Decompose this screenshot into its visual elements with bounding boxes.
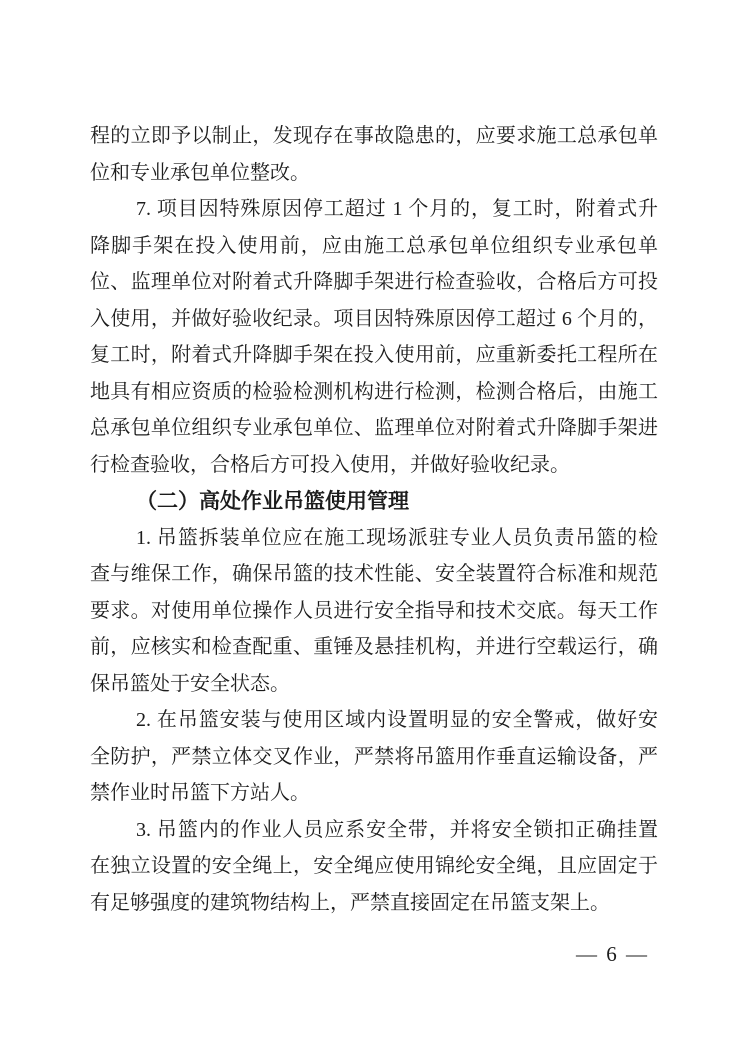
text-line: 复工时，附着式升降脚手架在投入使用前，应重新委托工程所在 [90,344,658,366]
text-line: 程的立即予以制止，发现存在事故隐患的，应要求施工总承包单 [90,125,658,147]
text-line: 降脚手架在投入使用前，应由施工总承包单位组织专业承包单 [90,234,658,257]
page-content [90,118,658,921]
text-line: 禁作业时吊篮下方站人。 [90,782,310,804]
text-line: 总承包单位组织专业承包单位、监理单位对附着式升降脚手架进 [90,417,658,439]
text-line: 要求。对使用单位操作人员进行安全指导和技术交底。每天工作 [90,599,658,622]
text-line: 位、监理单位对附着式升降脚手架进行检查验收，合格后方可投 [90,271,658,293]
text-line: 有足够强度的建筑物结构上，严禁直接固定在吊篮支架上。 [90,891,610,914]
text-line: 7. 项目因特殊原因停工超过 1 个月的，复工时，附着式升 [136,198,658,220]
text-line: 保吊篮处于安全状态。 [90,672,290,695]
text-line: 位和专业承包单位整改。 [90,161,310,184]
text-line: 查与维保工作，确保吊篮的技术性能、安全装置符合标准和规范 [90,563,658,585]
text-line: 前，应核实和检查配重、重锤及悬挂机构，并进行空载运行，确 [90,636,658,658]
text-line: 3. 吊篮内的作业人员应系安全带，并将安全锁扣正确挂置 [136,818,658,841]
text-line: 在独立设置的安全绳上，安全绳应使用锦纶安全绳，且应固定于 [90,855,658,877]
section-heading: （二）高处作业吊篮使用管理 [136,489,409,513]
text-line: 地具有相应资质的检验检测机构进行检测，检测合格后，由施工 [90,380,658,403]
text-line: 入使用，并做好验收纪录。项目因特殊原因停工超过 6 个月的， [90,307,658,330]
text-line: 全防护，严禁立体交叉作业，严禁将吊篮用作垂直运输设备，严 [90,745,658,768]
text-line: 1. 吊篮拆装单位应在施工现场派驻专业人员负责吊篮的检 [136,526,658,549]
text-line: 行检查验收，合格后方可投入使用，并做好验收纪录。 [90,453,570,476]
text-line: 2. 在吊篮安装与使用区域内设置明显的安全警戒，做好安 [136,709,658,731]
page-number: — 6 — [576,942,649,966]
